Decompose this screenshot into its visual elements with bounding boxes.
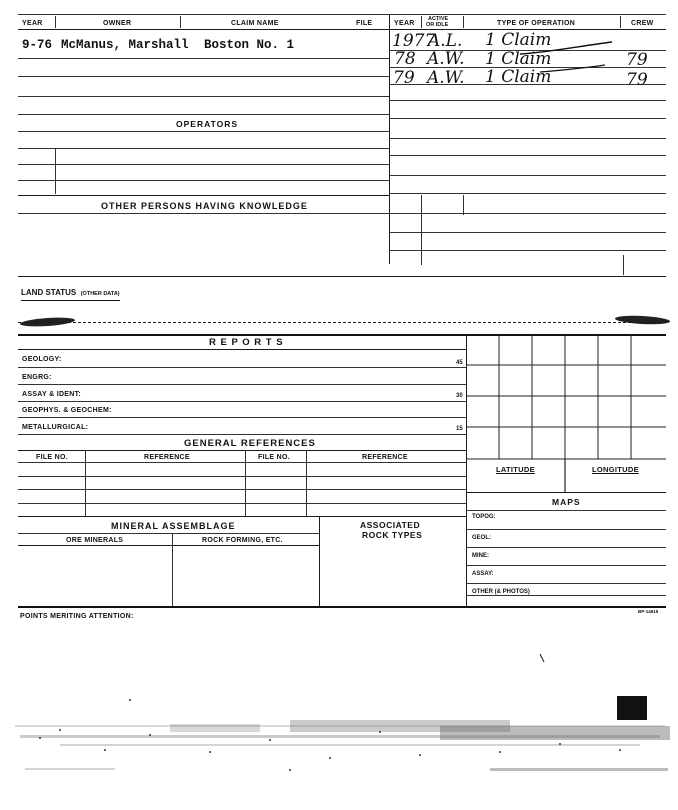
report-geology: GEOLOGY: [22, 356, 62, 363]
operators-title: OPERATORS [176, 119, 239, 129]
ore-minerals-header: ORE MINERALS [66, 537, 124, 544]
reports-title: R E P O R T S [209, 337, 284, 348]
points-meriting-attention: POINTS MERITING ATTENTION: [20, 613, 134, 620]
op-type-2: 1 Claim [485, 49, 552, 69]
col-owner-header: OWNER [103, 20, 132, 27]
mineral-assemblage-title: MINERAL ASSEMBLAGE [111, 521, 236, 531]
report-assay: ASSAY & IDENT: [22, 391, 82, 398]
op-crew-3: 79 [626, 70, 648, 90]
ink-smear-right [615, 315, 670, 326]
report-metallurgical-num: 15 [456, 426, 463, 432]
op-year-3: 79 [393, 68, 415, 88]
map-mine: MINE: [472, 553, 489, 559]
col-type-of-operation-header: TYPE OF OPERATION [497, 20, 576, 27]
report-engrg: ENGRG: [22, 374, 52, 381]
op-status-3: A.W. [427, 68, 465, 88]
report-geophys: GEOPHYS. & GEOCHEM: [22, 407, 112, 414]
col-claim-name-header: CLAIM NAME [231, 20, 279, 27]
maps-title: MAPS [552, 497, 581, 507]
op-status-2: A.W. [427, 49, 465, 69]
longitude-label: LONGITUDE [592, 465, 639, 474]
op-crew-2: 79 [626, 50, 648, 70]
op-type-3: 1 Claim [485, 67, 552, 87]
map-assay: ASSAY: [472, 571, 494, 577]
general-references-title: GENERAL REFERENCES [184, 438, 316, 449]
col-crew-header: CREW [631, 20, 654, 27]
other-persons-title: OTHER PERSONS HAVING KNOWLEDGE [101, 201, 308, 211]
op-year-2: 78 [394, 49, 416, 69]
map-other: OTHER (& PHOTOS) [472, 589, 530, 595]
op-year-1: 1977 [392, 31, 436, 51]
report-assay-num: 30 [456, 393, 463, 399]
col-year-header: YEAR [22, 20, 43, 27]
land-status-label: LAND STATUS (OTHER DATA) [21, 282, 120, 301]
col-active-header: ACTIVE [428, 16, 449, 22]
scan-noise [0, 640, 678, 810]
associated-rock-types-2: ROCK TYPES [362, 530, 423, 540]
handwriting-underline-strokes [480, 40, 620, 80]
col-file-header: FILE [356, 20, 373, 27]
associated-rock-types-1: ASSOCIATED [360, 520, 421, 530]
rock-forming-header: ROCK FORMING, ETC. [202, 537, 283, 544]
ref-reference-1: REFERENCE [144, 454, 190, 461]
latitude-label: LATITUDE [496, 465, 535, 474]
ref-reference-2: REFERENCE [362, 454, 408, 461]
col-year-right-header: YEAR [394, 20, 415, 27]
col-idle-header: OR IDLE [426, 22, 449, 28]
map-geol: GEOL: [472, 535, 491, 541]
map-topog: TOPOG: [472, 514, 496, 520]
form-number: BP-14615 [638, 609, 659, 614]
op-type-1: 1 Claim [485, 30, 552, 50]
owner-name: McManus, Marshall [61, 38, 189, 52]
op-status-1: A.L. [428, 31, 463, 51]
report-geology-num: 45 [456, 360, 463, 366]
ref-file-no-2: FILE NO. [258, 454, 290, 461]
claim-name: Boston No. 1 [204, 38, 295, 52]
report-metallurgical: METALLURGICAL: [22, 424, 89, 431]
owner-years: 9-76 [22, 38, 53, 52]
ref-file-no-1: FILE NO. [36, 454, 68, 461]
